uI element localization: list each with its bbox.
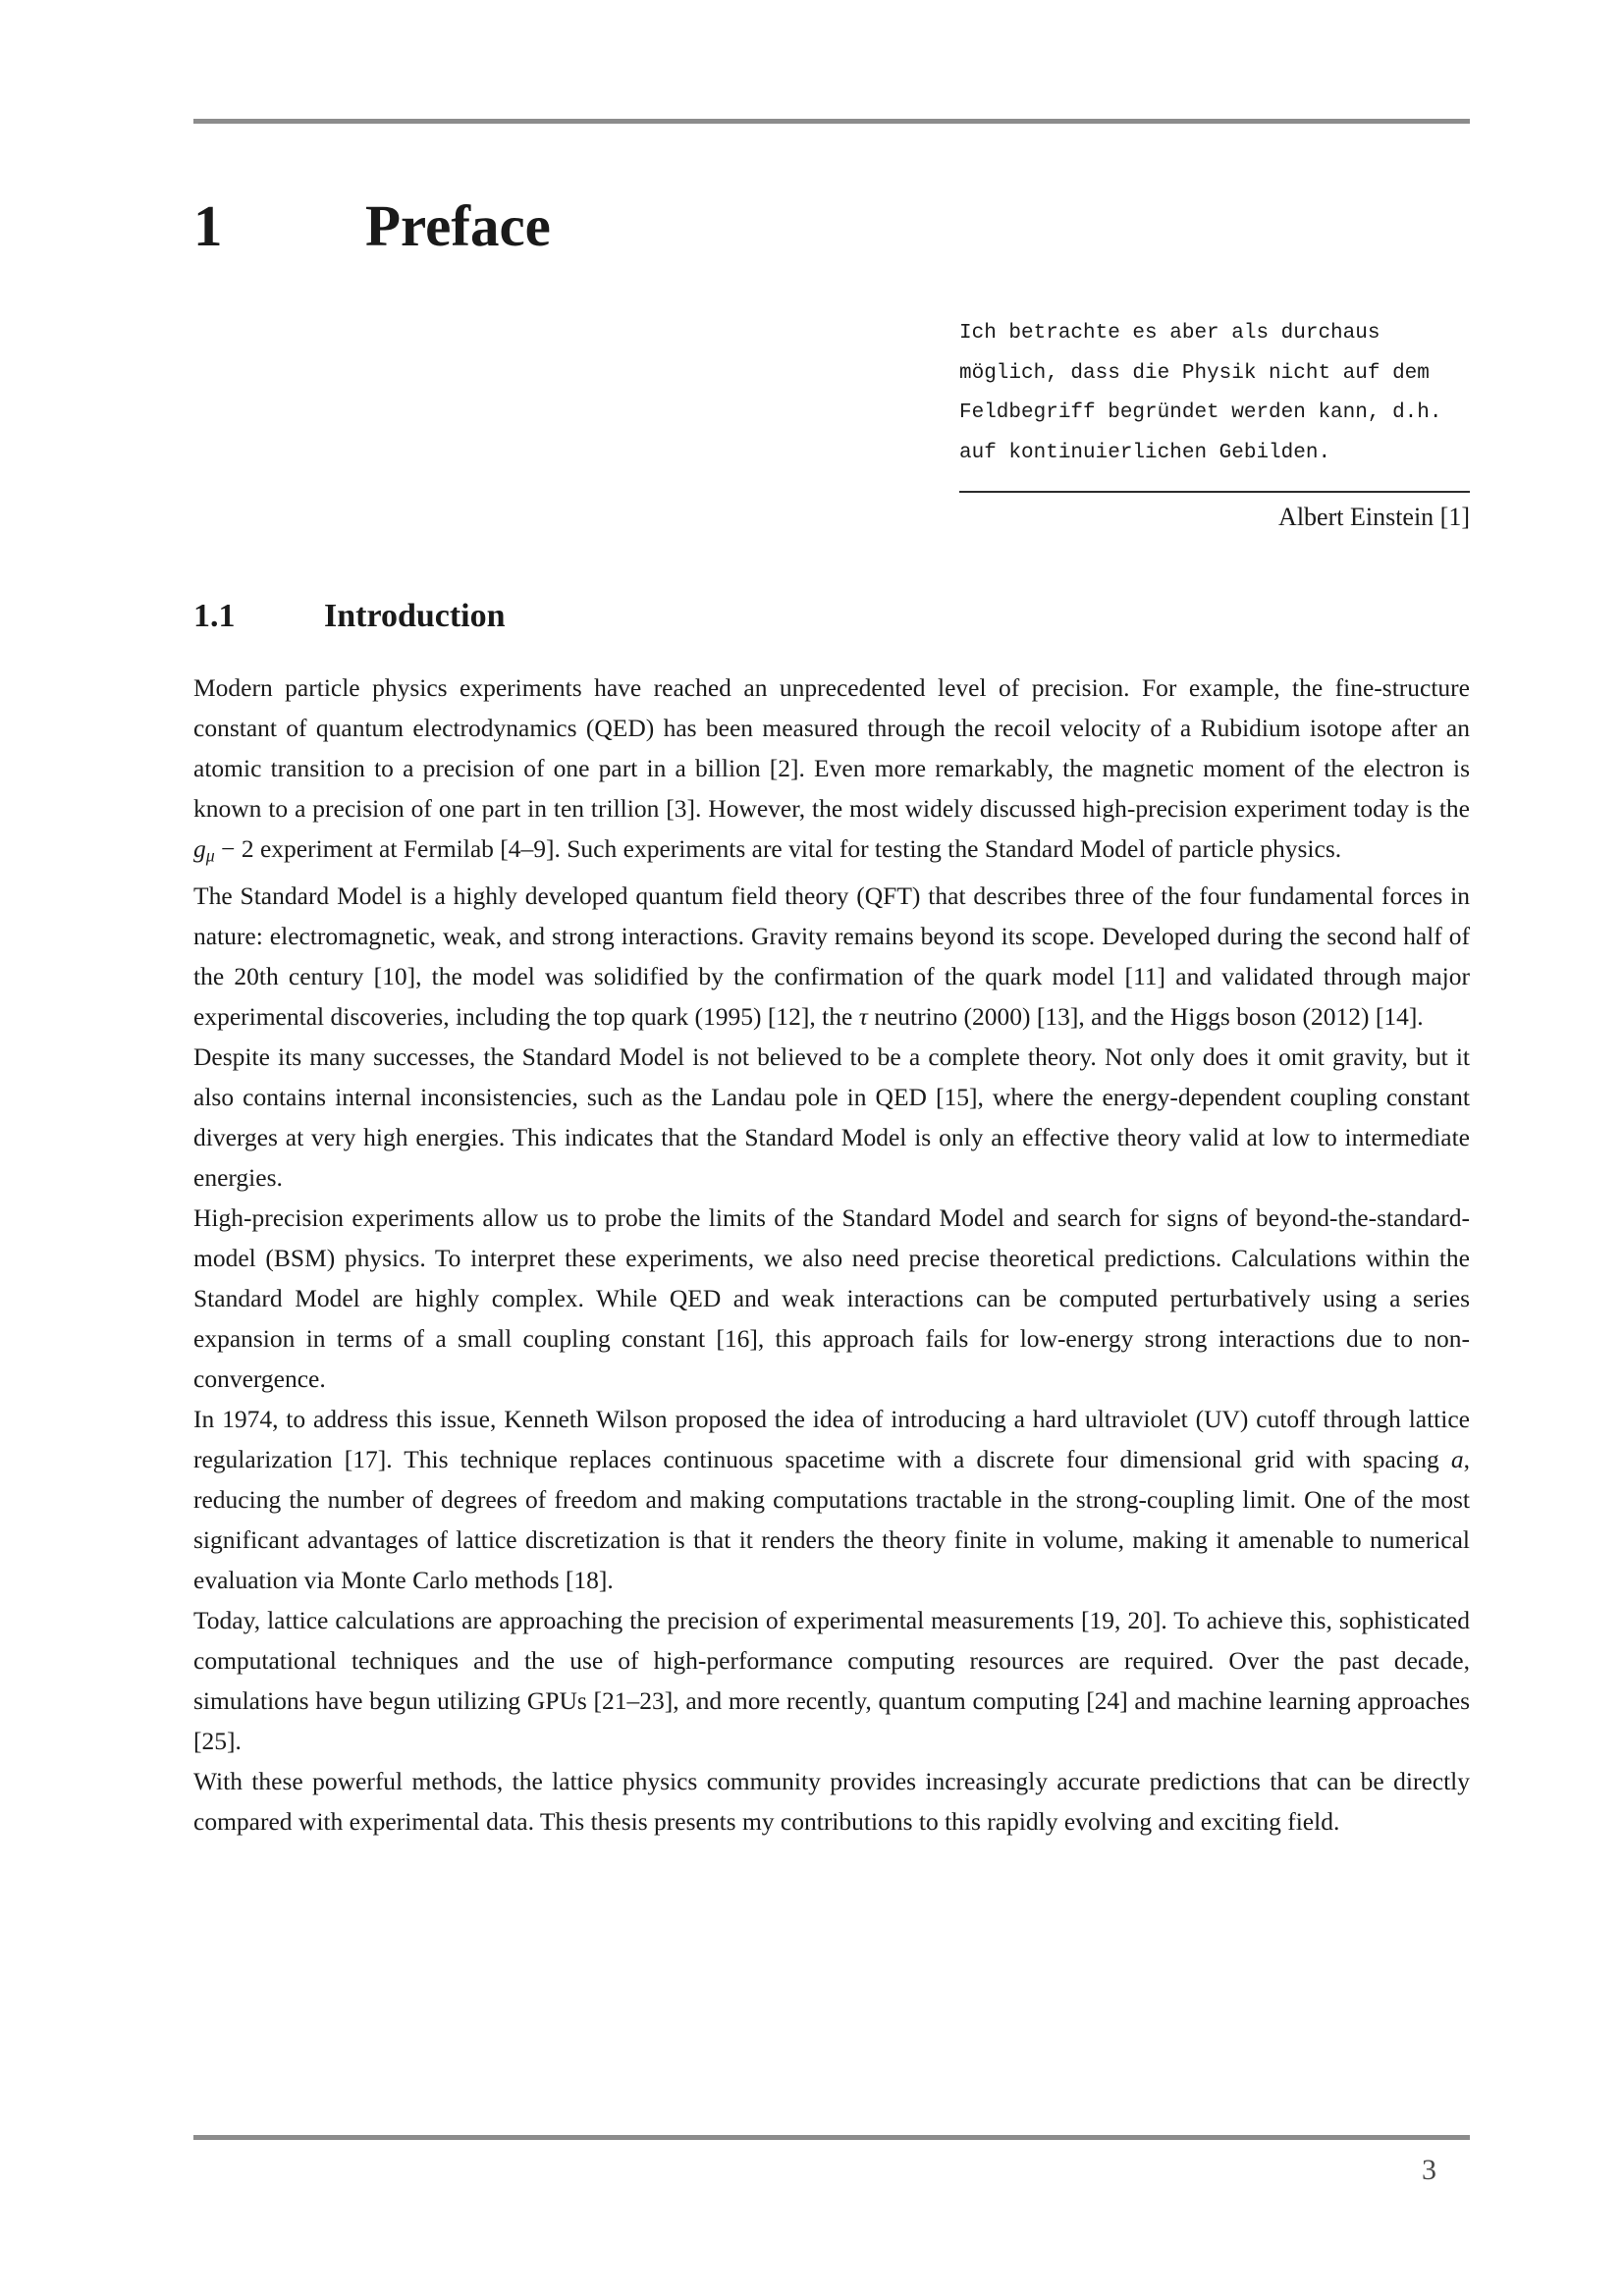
section-heading xyxy=(193,597,1470,637)
paragraph-2-text: The Standard Model is a highly developed quantum field theory (QFT) that describes three of the four fundamental forces in nature: electromagnetic, weak, and strong interactions. Gravity remains beyond its scope. Developed during the second half of the 20th century [10], the model was solidified by the confirmation of the quark model [11] and validated through major experimental discoveries, including the top quark (1995) [12], the xyxy=(193,881,1470,1032)
body-text xyxy=(193,667,1470,1842)
paragraph-1-text: − 2 experiment at Fermilab [4–9]. Such experiments are vital for testing the Standard Model of particle physics. xyxy=(214,834,1342,863)
paragraph-1-text: Modern particle physics experiments have reached an unprecedented level of precision. For example, the fine-structure constant of quantum electrodynamics (QED) has been measured through the recoil velocity of a Rubidium isotope after an atomic transition to a precision of one part in a billion [2]. Even more remarkably, the magnetic moment of the electron is known to a precision of one part in ten trillion [3]. However, the most widely discussed high-precision experiment today is the xyxy=(193,673,1470,823)
paragraph-1 xyxy=(193,667,1470,876)
chapter-number: 1 xyxy=(193,193,223,258)
epigraph-attribution: Albert Einstein [1] xyxy=(1278,503,1470,531)
section-title: Introduction xyxy=(324,598,506,634)
epigraph-quote xyxy=(959,314,1470,473)
chapter-title: Preface xyxy=(365,193,551,258)
inline-math-tau: τ xyxy=(858,1002,868,1032)
paragraph-7: With these powerful methods, the lattice physics community provides increasingly accurate predictions that can be directly compared with experimental data. This thesis presents my contributions to this rapidly evolving and exciting field. xyxy=(193,1767,1470,1837)
inline-math-mu-subscript: μ xyxy=(205,845,215,866)
quote-line: möglich, dass die Physik nicht auf dem xyxy=(959,361,1430,385)
paragraph-5-text: In 1974, to address this issue, Kenneth Wilson proposed the idea of introducing a hard ultraviolet (UV) cutoff through lattice regularization [17]. This technique replaces continuous spacetime with a discrete four dimensional grid with spacing xyxy=(193,1405,1470,1474)
paragraph-2-text: neutrino (2000) [13], and the Higgs boson (2012) [14]. xyxy=(867,1002,1424,1032)
epigraph-rule xyxy=(959,491,1470,493)
footer-rule xyxy=(193,2135,1470,2140)
paragraph-4: High-precision experiments allow us to probe the limits of the Standard Model and search for signs of beyond-the-standard-model (BSM) physics. To interpret these experiments, we also need precise theoretical predictions. Calculations within the Standard Model are highly complex. While QED and weak interactions can be computed perturbatively using a series expansion in terms of a small coupling constant [16], this approach fails for low-energy strong interactions due to non-convergence. xyxy=(193,1203,1470,1394)
inline-math-g: g xyxy=(193,834,206,863)
paragraph-5-text: , reducing the number of degrees of freedom and making computations tractable in the strong-coupling limit. One of the most significant advantages of lattice discretization is that it renders the theory finite in volume, making it amenable to numerical evaluation via Monte Carlo methods [18]. xyxy=(193,1445,1470,1595)
quote-line: Ich betrachte es aber als durchaus xyxy=(959,322,1380,345)
paragraph-6: Today, lattice calculations are approaching the precision of experimental measurements [19, 20]. To achieve this, sophisticated computational techniques and the use of high-performance computing resources are required. Over the past decade, simulations have begun utilizing GPUs [21–23], and more recently, quantum computing [24] and machine learning approaches [25]. xyxy=(193,1606,1470,1756)
epigraph-block xyxy=(959,314,1470,532)
page-number: 3 xyxy=(1422,2154,1436,2186)
section-number: 1.1 xyxy=(193,598,236,634)
paragraph-5 xyxy=(193,1399,1470,1600)
quote-line: auf kontinuierlichen Gebilden. xyxy=(959,441,1331,464)
inline-math-lattice-spacing-a: a xyxy=(1450,1445,1464,1474)
chapter-heading xyxy=(193,194,1470,258)
quote-line: Feldbegriff begründet werden kann, d.h. xyxy=(959,401,1442,424)
header-rule xyxy=(193,119,1470,124)
paragraph-2 xyxy=(193,876,1470,1037)
paragraph-3: Despite its many successes, the Standard Model is not believed to be a complete theory. Not only does it omit gravity, but it also contains internal inconsistencies, such as the Landau pole in QED [15], where the energy-dependent coupling constant diverges at very high energies. This indicates that the Standard Model is only an effective theory valid at low to intermediate energies. xyxy=(193,1042,1470,1193)
